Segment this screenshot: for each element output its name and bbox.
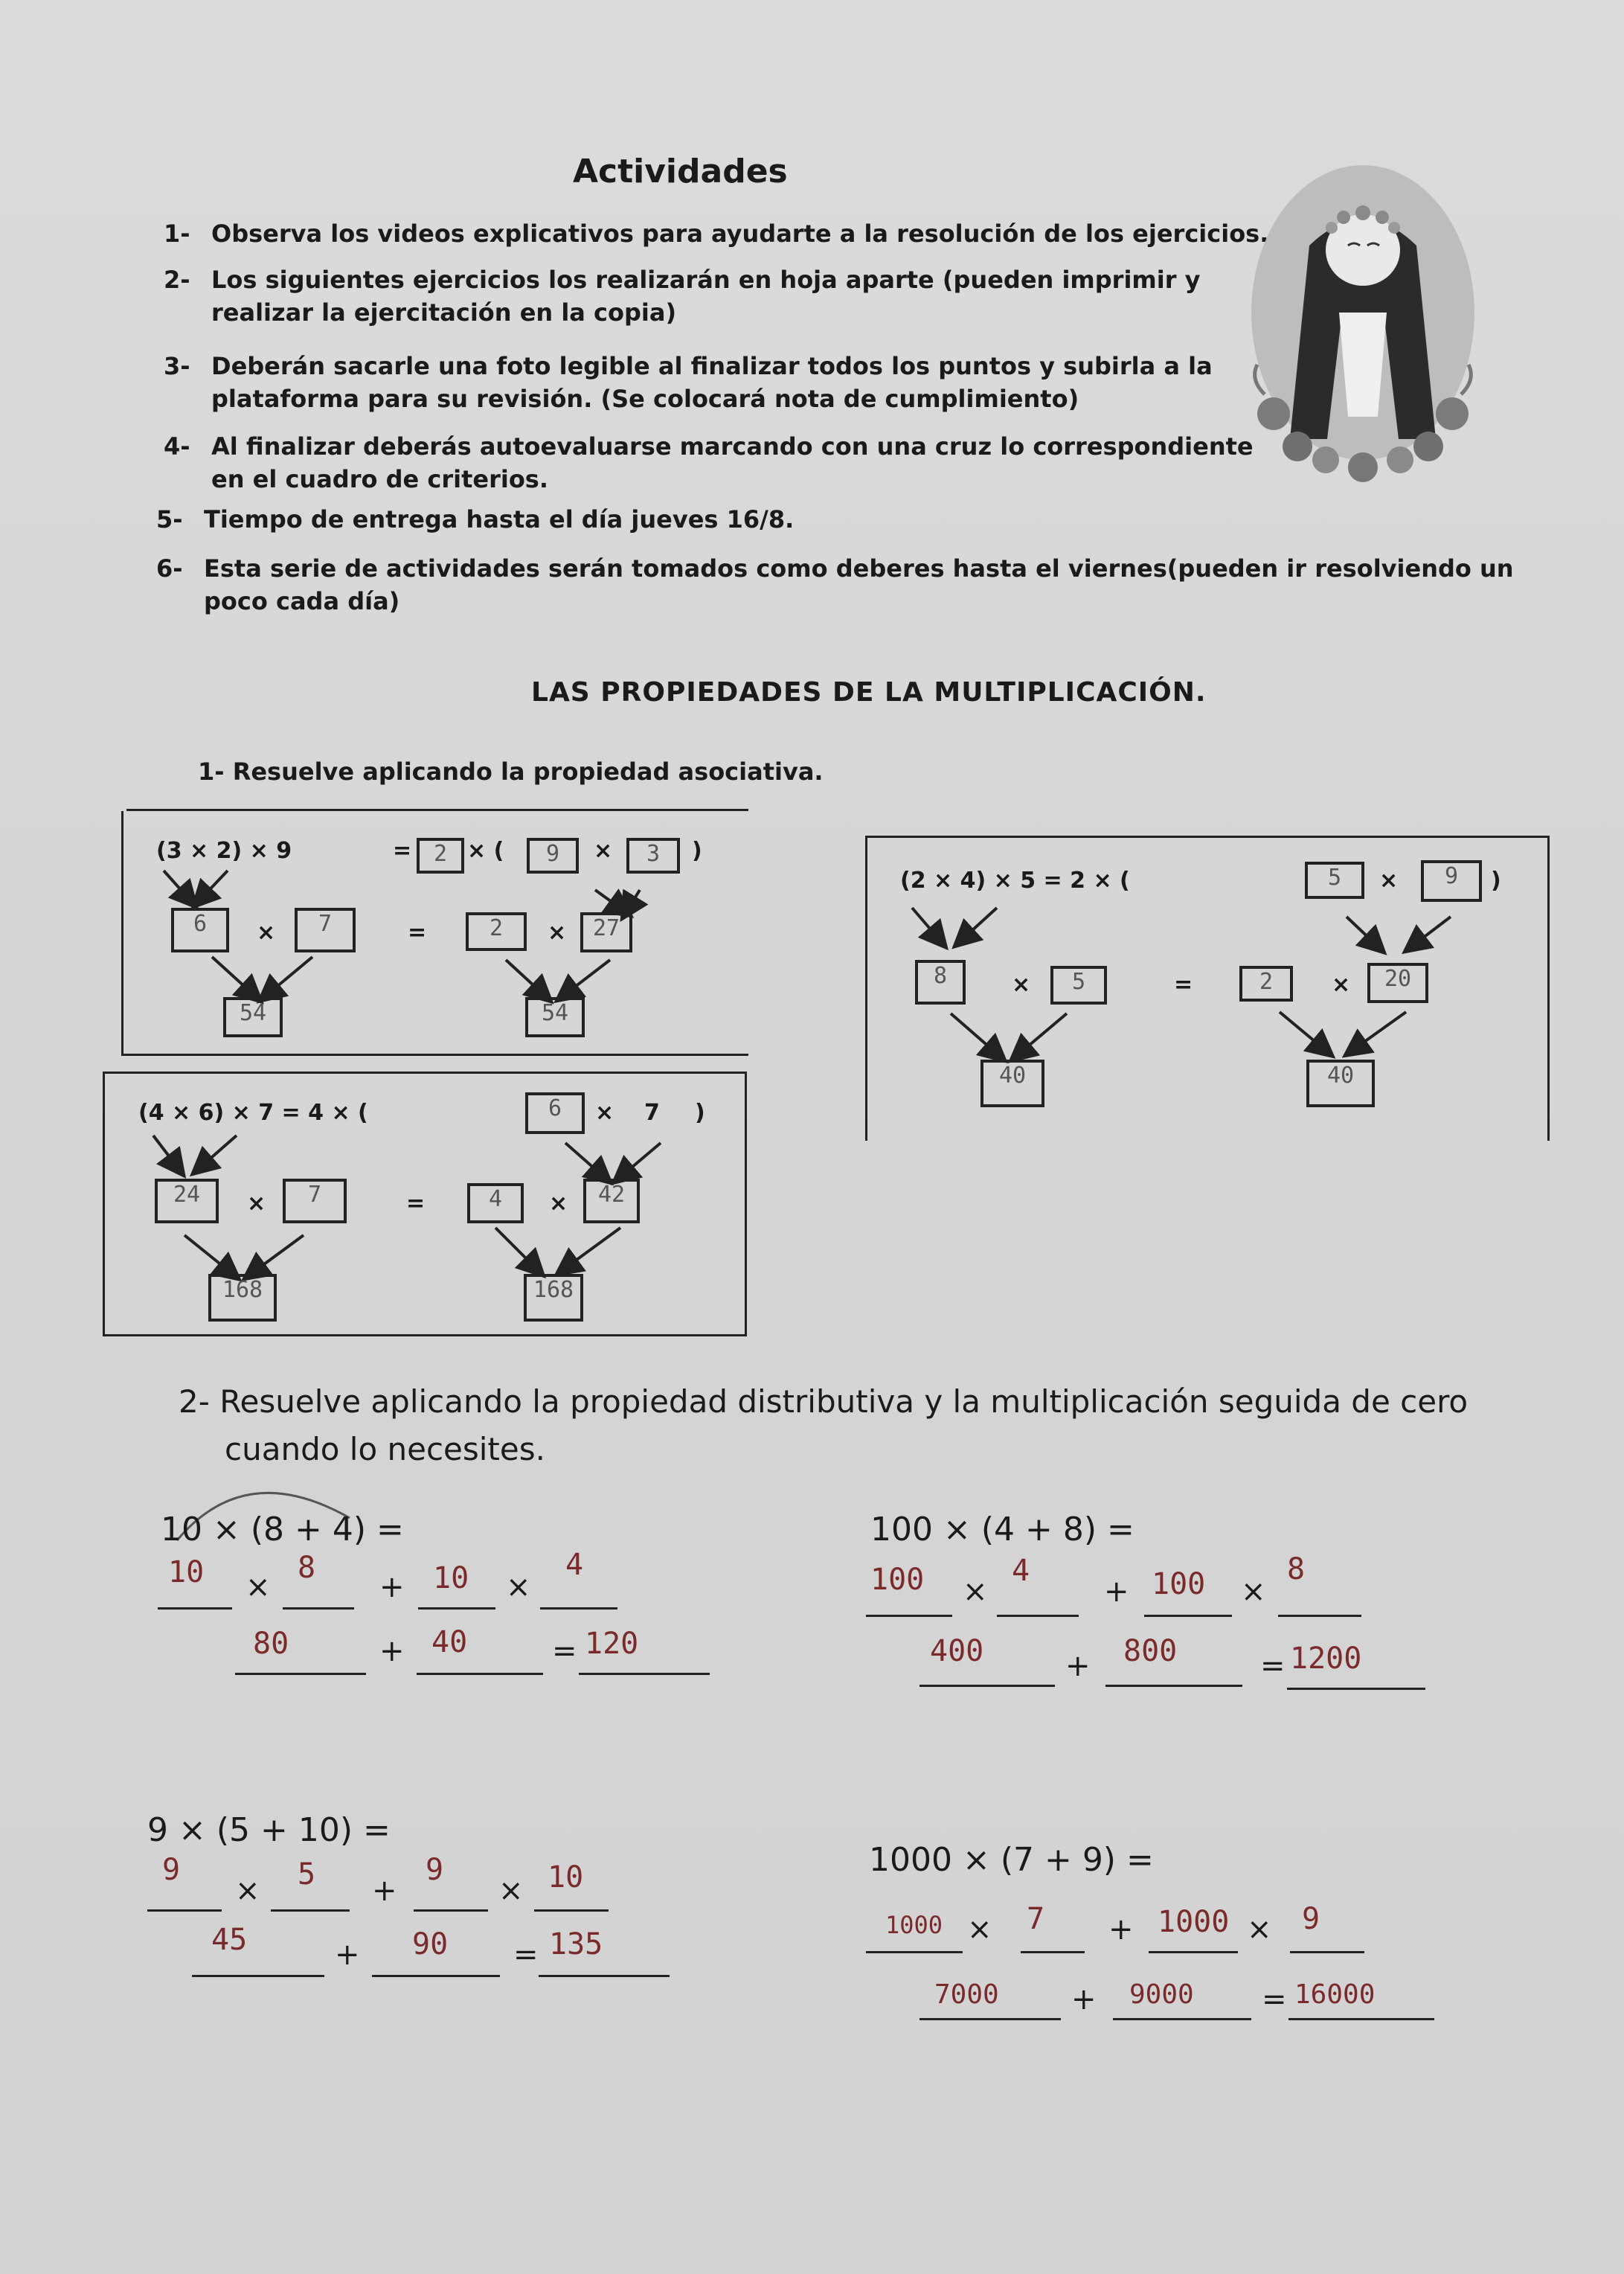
ex2-item3-line-p2 [372, 1975, 500, 1977]
ex2-item4-line-b [1021, 1951, 1085, 1953]
ex2-item2-c[interactable]: 100 [1152, 1567, 1206, 1601]
ex2-item1-line-p2 [417, 1673, 543, 1675]
ex1a-times-paren: × ( [467, 838, 504, 864]
ex2-item1-equals: = [552, 1634, 577, 1668]
ex1a-box-r3[interactable]: 3 [626, 838, 680, 874]
ex2-item2-plus-2: + [1065, 1649, 1091, 1683]
ex1c-box-m1[interactable]: 4 [467, 1183, 524, 1223]
ex1b-close: ) [1491, 868, 1501, 894]
ex2-item4-times-1: × [967, 1912, 992, 1947]
ex2-item3-equals: = [513, 1938, 539, 1972]
ex2-item3-line-a [147, 1909, 222, 1912]
ex2-item4-line-c [1149, 1951, 1238, 1953]
ex2-item1-p1[interactable]: 80 [253, 1627, 289, 1661]
instruction-5: 5- Tiempo de entrega hasta el día jueves 16/8. [156, 505, 795, 534]
ex1c-close: ) [695, 1100, 705, 1126]
ex2-item2-result[interactable]: 1200 [1290, 1642, 1362, 1676]
ex1a-box-m2[interactable]: 27 [580, 912, 632, 952]
ex2-item2-equals: = [1260, 1649, 1286, 1683]
ex2-item4-line-p2 [1113, 2018, 1251, 2020]
ex2-item1-c[interactable]: 10 [433, 1561, 469, 1595]
ex2-item1-expression: 10 × (8 + 4) = [161, 1511, 404, 1548]
ex1c-box-l1[interactable]: 24 [155, 1179, 219, 1223]
ex2-item4-a[interactable]: 1000 [885, 1911, 943, 1939]
ex2-item3-plus-1: + [372, 1874, 397, 1908]
ex2-item1-times-2: × [506, 1570, 531, 1604]
ex1c-box-l2[interactable]: 7 [283, 1179, 347, 1223]
ex1a-close: ) [692, 838, 702, 864]
ex2-item2-times-1: × [963, 1575, 988, 1609]
ex2-item4-b[interactable]: 7 [1027, 1902, 1045, 1936]
ex2-item3-times-2: × [498, 1874, 524, 1908]
ex2-item4-c[interactable]: 1000 [1158, 1905, 1230, 1939]
ex2-item3-result[interactable]: 135 [549, 1927, 603, 1961]
ex2-item2-d[interactable]: 8 [1287, 1552, 1306, 1586]
ex2-item1-line-c [418, 1607, 495, 1610]
ex2-item2-line-p2 [1105, 1685, 1242, 1687]
ex2-item3-d[interactable]: 10 [548, 1860, 584, 1895]
ex1a-left-expression: (3 × 2) × 9 [156, 838, 292, 864]
ex1c-equals: = [406, 1191, 426, 1217]
ex1b-box-r2[interactable]: 5 [1305, 862, 1364, 899]
ex2-item3-a[interactable]: 9 [162, 1853, 181, 1887]
ex2-item3-c[interactable]: 9 [426, 1853, 444, 1887]
ex2-item4-line-a [866, 1951, 963, 1953]
ex1b-box-m1[interactable]: 2 [1239, 966, 1293, 1002]
ex2-item4-p1[interactable]: 7000 [934, 1979, 999, 2010]
ex1a-box-p2[interactable]: 54 [525, 997, 585, 1037]
ex1c-left-expression: (4 × 6) × 7 = 4 × ( [138, 1100, 368, 1126]
ex1c-times-3: × [549, 1191, 568, 1217]
ex2-item3-b[interactable]: 5 [298, 1857, 316, 1892]
ex2-item2-line-c [1144, 1615, 1232, 1617]
ex1c-times-2: × [247, 1191, 266, 1217]
ex2-item1-b[interactable]: 8 [298, 1551, 316, 1585]
ex2-item4-plus-2: + [1071, 1982, 1097, 2017]
ex2-item1-line-result [579, 1673, 710, 1675]
ex2-item1-line-b [283, 1607, 354, 1610]
ex1a-times-3: × [548, 920, 567, 946]
ex2-item2-plus-1: + [1104, 1575, 1129, 1609]
ex1b-box-p1[interactable]: 40 [981, 1060, 1044, 1107]
ex2-item3-line-c [414, 1909, 488, 1912]
ex1a-box-m1[interactable]: 2 [466, 912, 527, 951]
ex2-item4-line-d [1290, 1951, 1364, 1953]
ex2-item1-plus-1: + [379, 1570, 405, 1604]
ex1b-box-m2[interactable]: 20 [1367, 963, 1428, 1003]
instruction-3: 3- Deberán sacarle una foto legible al finalizar todos los puntos y subirla a la plataforma para su revisión. (Se colocará nota de cumplimiento) [164, 352, 1213, 413]
ex2-item1-plus-2: + [379, 1634, 405, 1668]
ex1a-box-r1[interactable]: 2 [417, 838, 464, 874]
ex1a-times: × [594, 838, 613, 864]
ex2-item1-times-1: × [245, 1570, 271, 1604]
ex2-item1-d[interactable]: 4 [565, 1548, 584, 1582]
section-title: LAS PROPIEDADES DE LA MULTIPLICACIÓN. [531, 677, 1207, 708]
ex1b-left-expression: (2 × 4) × 5 = 2 × ( [900, 868, 1130, 894]
ex1b-box-l1[interactable]: 8 [915, 960, 966, 1005]
ex2-item3-line-result [539, 1975, 670, 1977]
exercise1-heading: 1- Resuelve aplicando la propiedad asociativa. [198, 758, 824, 786]
ex2-item1-line-d [540, 1607, 617, 1610]
ex2-item4-line-p1 [919, 2018, 1061, 2020]
ex1a-box-p1[interactable]: 54 [223, 997, 283, 1037]
ex1c-box-m2[interactable]: 42 [583, 1179, 640, 1223]
ex2-item1-line-p1 [235, 1673, 366, 1675]
ex2-item4-d[interactable]: 9 [1302, 1902, 1320, 1936]
ex1a-box-l2[interactable]: 7 [295, 908, 356, 952]
instruction-4: 4- Al finalizar deberás autoevaluarse marcando con una cruz lo correspondiente en el cuadro de criterios. [164, 432, 1254, 493]
ex1b-box-l2[interactable]: 5 [1050, 966, 1107, 1005]
ex1b-times: × [1379, 868, 1399, 894]
ex2-item3-times-1: × [235, 1874, 260, 1908]
ex1b-box-r3[interactable]: 9 [1421, 860, 1482, 902]
ex2-item4-result[interactable]: 16000 [1294, 1979, 1376, 2010]
ex2-item3-expression: 9 × (5 + 10) = [147, 1811, 391, 1849]
ex2-item4-equals: = [1262, 1982, 1287, 2017]
ex1a-box-l1[interactable]: 6 [171, 908, 229, 952]
ex1c-box-p2[interactable]: 168 [524, 1274, 583, 1322]
ex2-item4-line-result [1288, 2018, 1434, 2020]
ex1c-times: × [595, 1100, 614, 1126]
ex2-item3-p2[interactable]: 90 [412, 1927, 449, 1961]
ex2-item2-p2[interactable]: 800 [1123, 1634, 1178, 1668]
ex2-item4-plus-1: + [1108, 1912, 1134, 1947]
instruction-1: 1- Observa los videos explicativos para ayudarte a la resolución de los ejercicios. [164, 220, 1269, 248]
instruction-2: 2- Los siguientes ejercicios los realizarán en hoja aparte (pueden imprimir y realizar la ejercitación en la copia) [164, 266, 1201, 327]
ex1a-times-2: × [257, 920, 276, 946]
ex2-item2-times-2: × [1241, 1575, 1266, 1609]
ex2-item2-line-result [1287, 1688, 1425, 1690]
ex2-item1-a[interactable]: 10 [168, 1555, 205, 1589]
ex2-item2-b[interactable]: 4 [1012, 1554, 1030, 1588]
ex2-item2-line-a [866, 1615, 952, 1617]
ex2-item3-line-d [534, 1909, 609, 1912]
ex2-item2-a[interactable]: 100 [870, 1563, 925, 1597]
ex2-item4-times-2: × [1247, 1912, 1272, 1947]
ex2-item2-p1[interactable]: 400 [930, 1634, 984, 1668]
ex1b-box-p2[interactable]: 40 [1306, 1060, 1375, 1107]
page-title: Actividades [573, 153, 788, 190]
ex2-item2-line-b [997, 1615, 1079, 1617]
ex2-item1-p2[interactable]: 40 [431, 1625, 468, 1659]
ex1a-equals-2: = [408, 920, 427, 946]
instruction-6: 6- Esta serie de actividades serán tomados como deberes hasta el viernes(pueden ir resolviendo un poco cada día) [156, 554, 1514, 615]
ex1b-times-3: × [1332, 972, 1351, 998]
ex2-item1-line-a [158, 1607, 232, 1610]
ex2-item3-line-p1 [192, 1975, 324, 1977]
ex2-item1-result[interactable]: 120 [585, 1627, 639, 1661]
ex2-item2-line-p1 [919, 1685, 1055, 1687]
exercise2-heading: 2- Resuelve aplicando la propiedad distributiva y la multiplicación seguida de cero cuando lo necesites. [179, 1383, 1469, 1467]
ex1b-equals: = [1174, 972, 1193, 998]
ex2-item4-p2[interactable]: 9000 [1129, 1979, 1194, 2010]
ex2-item3-plus-2: + [335, 1938, 360, 1972]
ex2-item2-line-d [1278, 1615, 1361, 1617]
ex2-item4-expression: 1000 × (7 + 9) = [869, 1841, 1154, 1879]
ex2-item3-line-b [271, 1909, 350, 1912]
ex2-item3-p1[interactable]: 45 [211, 1923, 248, 1957]
ex1c-seven: 7 [644, 1100, 660, 1126]
ex1c-box-p1[interactable]: 168 [208, 1274, 277, 1322]
ex1c-box-r2[interactable]: 6 [525, 1092, 585, 1134]
ex1a-box-r2[interactable]: 9 [527, 838, 579, 874]
ex1a-equals: = [393, 838, 412, 864]
ex1b-times-2: × [1012, 972, 1031, 998]
ex2-item2-expression: 100 × (4 + 8) = [870, 1511, 1134, 1548]
